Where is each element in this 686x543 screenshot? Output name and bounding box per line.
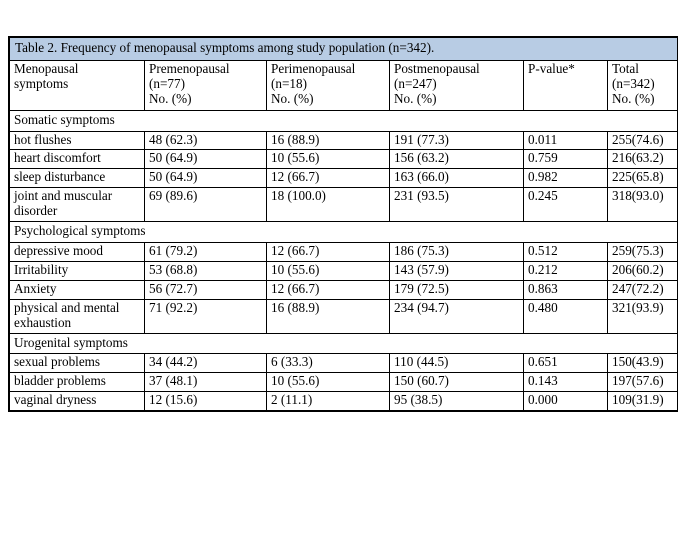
column-header-perimenopausal-line3: No. (%) (271, 90, 314, 106)
row-symptom: heart discomfort (10, 150, 145, 169)
row-pvalue: 0.212 (524, 261, 608, 280)
row-perimenopausal: 12 (66.7) (267, 242, 390, 261)
row-premenopausal: 56 (72.7) (145, 280, 267, 299)
table-row (10, 150, 678, 169)
column-header-total-line2: (n=342) (612, 75, 655, 91)
row-postmenopausal: 179 (72.5) (390, 280, 524, 299)
column-header-premenopausal-line3: No. (%) (149, 90, 192, 106)
table-caption-row (10, 38, 678, 61)
row-symptom: Irritability (10, 261, 145, 280)
row-perimenopausal: 16 (88.9) (267, 299, 390, 333)
row-total: 206(60.2) (608, 261, 678, 280)
table-row (10, 242, 678, 261)
column-header-postmenopausal-line1: Postmenopausal (394, 60, 480, 76)
row-perimenopausal: 10 (55.6) (267, 150, 390, 169)
section-title: Psychological symptoms (10, 222, 678, 243)
row-pvalue: 0.480 (524, 299, 608, 333)
column-header-perimenopausal-line2: (n=18) (271, 75, 308, 91)
row-perimenopausal: 12 (66.7) (267, 280, 390, 299)
row-premenopausal: 53 (68.8) (145, 261, 267, 280)
column-header-perimenopausal (267, 60, 390, 110)
row-total: 225(65.8) (608, 169, 678, 188)
frequency-table-container (8, 36, 678, 412)
row-pvalue: 0.982 (524, 169, 608, 188)
row-symptom: sexual problems (10, 354, 145, 373)
column-header-premenopausal-line2: (n=77) (149, 75, 186, 91)
table-row (10, 354, 678, 373)
row-total: 321(93.9) (608, 299, 678, 333)
table-row (10, 373, 678, 392)
row-postmenopausal: 156 (63.2) (390, 150, 524, 169)
table-caption: Table 2. Frequency of menopausal symptoms among study population (n=342). (10, 38, 678, 61)
row-total: 247(72.2) (608, 280, 678, 299)
column-header-pvalue-line1: P-value* (528, 60, 575, 76)
column-header-perimenopausal-line1: Perimenopausal (271, 60, 356, 76)
table-row (10, 392, 678, 411)
row-postmenopausal: 95 (38.5) (390, 392, 524, 411)
row-perimenopausal: 2 (11.1) (267, 392, 390, 411)
column-header-total (608, 60, 678, 110)
row-premenopausal: 34 (44.2) (145, 354, 267, 373)
column-header-total-line1: Total (612, 60, 639, 76)
row-total: 197(57.6) (608, 373, 678, 392)
row-symptom: hot flushes (10, 131, 145, 150)
column-header-postmenopausal (390, 60, 524, 110)
row-perimenopausal: 12 (66.7) (267, 169, 390, 188)
column-header-premenopausal (145, 60, 267, 110)
row-symptom: vaginal dryness (10, 392, 145, 411)
table-row (10, 131, 678, 150)
row-postmenopausal: 231 (93.5) (390, 188, 524, 222)
table-header-row (10, 60, 678, 110)
row-symptom: physical and mental exhaustion (10, 299, 145, 333)
row-pvalue: 0.512 (524, 242, 608, 261)
row-total: 255(74.6) (608, 131, 678, 150)
row-postmenopausal: 191 (77.3) (390, 131, 524, 150)
table-body (10, 38, 678, 411)
row-postmenopausal: 234 (94.7) (390, 299, 524, 333)
row-symptom: Anxiety (10, 280, 145, 299)
row-premenopausal: 50 (64.9) (145, 150, 267, 169)
row-pvalue: 0.143 (524, 373, 608, 392)
table-row (10, 280, 678, 299)
row-perimenopausal: 10 (55.6) (267, 373, 390, 392)
row-premenopausal: 61 (79.2) (145, 242, 267, 261)
table-row (10, 188, 678, 222)
section-title: Somatic symptoms (10, 110, 678, 131)
row-total: 150(43.9) (608, 354, 678, 373)
row-premenopausal: 37 (48.1) (145, 373, 267, 392)
column-header-premenopausal-line1: Premenopausal (149, 60, 230, 76)
column-header-total-line3: No. (%) (612, 90, 655, 106)
row-symptom: joint and muscular disorder (10, 188, 145, 222)
row-premenopausal: 50 (64.9) (145, 169, 267, 188)
row-pvalue: 0.000 (524, 392, 608, 411)
row-premenopausal: 48 (62.3) (145, 131, 267, 150)
row-perimenopausal: 10 (55.6) (267, 261, 390, 280)
row-postmenopausal: 186 (75.3) (390, 242, 524, 261)
column-header-pvalue (524, 60, 608, 110)
column-header-symptom-line2: symptoms (14, 75, 69, 91)
row-premenopausal: 12 (15.6) (145, 392, 267, 411)
row-perimenopausal: 6 (33.3) (267, 354, 390, 373)
table-row (10, 169, 678, 188)
row-symptom: bladder problems (10, 373, 145, 392)
row-postmenopausal: 110 (44.5) (390, 354, 524, 373)
row-pvalue: 0.651 (524, 354, 608, 373)
row-perimenopausal: 18 (100.0) (267, 188, 390, 222)
row-perimenopausal: 16 (88.9) (267, 131, 390, 150)
row-total: 259(75.3) (608, 242, 678, 261)
row-symptom: sleep disturbance (10, 169, 145, 188)
row-postmenopausal: 163 (66.0) (390, 169, 524, 188)
row-pvalue: 0.011 (524, 131, 608, 150)
table-row (10, 299, 678, 333)
section-header-row (10, 222, 678, 243)
row-premenopausal: 69 (89.6) (145, 188, 267, 222)
row-pvalue: 0.759 (524, 150, 608, 169)
row-postmenopausal: 150 (60.7) (390, 373, 524, 392)
frequency-table (9, 37, 678, 411)
section-header-row (10, 110, 678, 131)
column-header-postmenopausal-line2: (n=247) (394, 75, 437, 91)
column-header-symptom-line1: Menopausal (14, 60, 79, 76)
table-row (10, 261, 678, 280)
row-total: 109(31.9) (608, 392, 678, 411)
row-symptom: depressive mood (10, 242, 145, 261)
row-premenopausal: 71 (92.2) (145, 299, 267, 333)
row-total: 318(93.0) (608, 188, 678, 222)
row-pvalue: 0.863 (524, 280, 608, 299)
section-title: Urogenital symptoms (10, 333, 678, 354)
row-pvalue: 0.245 (524, 188, 608, 222)
column-header-symptom (10, 60, 145, 110)
column-header-postmenopausal-line3: No. (%) (394, 90, 437, 106)
section-header-row (10, 333, 678, 354)
row-total: 216(63.2) (608, 150, 678, 169)
row-postmenopausal: 143 (57.9) (390, 261, 524, 280)
